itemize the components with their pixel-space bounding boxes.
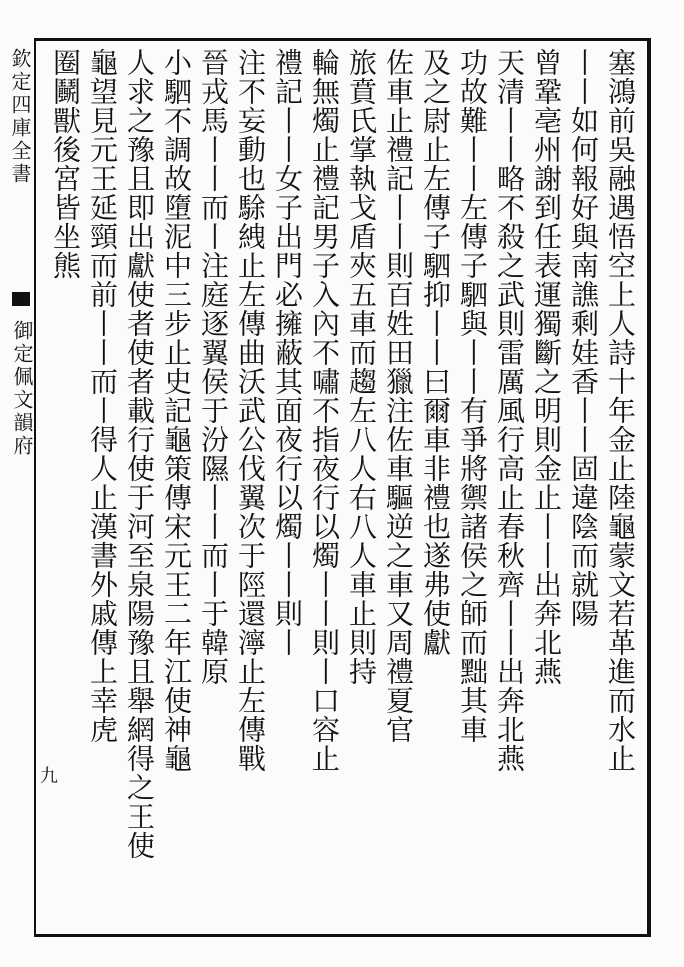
text-column-6: 及之尉止左傳子駟抑丨丨曰爾車非禮也遂弗使獻 xyxy=(419,48,452,657)
text-column-12: 晉戎馬丨丨而丨注庭逐翼侯于汾隰丨丨而丨于韓原 xyxy=(197,48,230,686)
text-column-1: 塞鴻前吳融遇悟空上人詩十年金止陸龜蒙文若革進而水止 xyxy=(604,48,637,773)
right-border xyxy=(647,38,651,937)
text-column-7: 佐車止禮記丨丨則百姓田獵注佐車驅逆之車又周禮夏官 xyxy=(382,48,415,744)
text-column-8: 旅賁氏掌執戈盾夾五車而趨左八人右八人車止則持 xyxy=(345,48,378,686)
margin-title: 御定佩文韻府 xyxy=(10,320,34,458)
text-column-16: 圈鬭獸後宮皆坐熊 xyxy=(49,48,82,280)
text-column-3: 曾鞏亳州謝到任表運獨斷之明則金止丨丨出奔北燕 xyxy=(530,48,563,686)
text-column-13: 小駟不調故墮泥中三步止史記龜策傳宋元王二年江使神龜 xyxy=(160,48,193,773)
margin-top-label: 欽定四庫全書 xyxy=(8,48,32,186)
text-column-2: 丨丨如何報好與南譙剩娃香丨丨固違陰而就陽 xyxy=(567,48,600,628)
bottom-border xyxy=(34,934,650,937)
text-column-11: 注不妄動也駼絏止左傳曲沃武公伐翼次于陘還濘止左傳戰 xyxy=(234,48,267,773)
margin-fish-tail xyxy=(12,292,30,306)
text-column-14: 人求之豫且即出獻使者使者載行使于河至泉陽豫且舉網得之王使 xyxy=(123,48,156,860)
text-column-9: 輪無燭止禮記男子入內不嘯不指夜行以燭丨丨則丨口容止 xyxy=(308,48,341,773)
page-number: 九 xyxy=(40,766,58,787)
text-column-4: 天清丨丨略不殺之武則雷厲風行高止春秋齊丨丨出奔北燕 xyxy=(493,48,526,773)
text-column-15: 龜望見元王延頸而前丨丨而丨得人止漢書外戚傳上幸虎 xyxy=(86,48,119,744)
text-column-5: 功故難丨丨左傳子駟與丨丨有爭將禦諸侯之師而黜其車 xyxy=(456,48,489,744)
top-border xyxy=(34,38,650,41)
text-column-10: 禮記丨丨女子出門必擁蔽其面夜行以燭丨丨則丨 xyxy=(271,48,304,657)
